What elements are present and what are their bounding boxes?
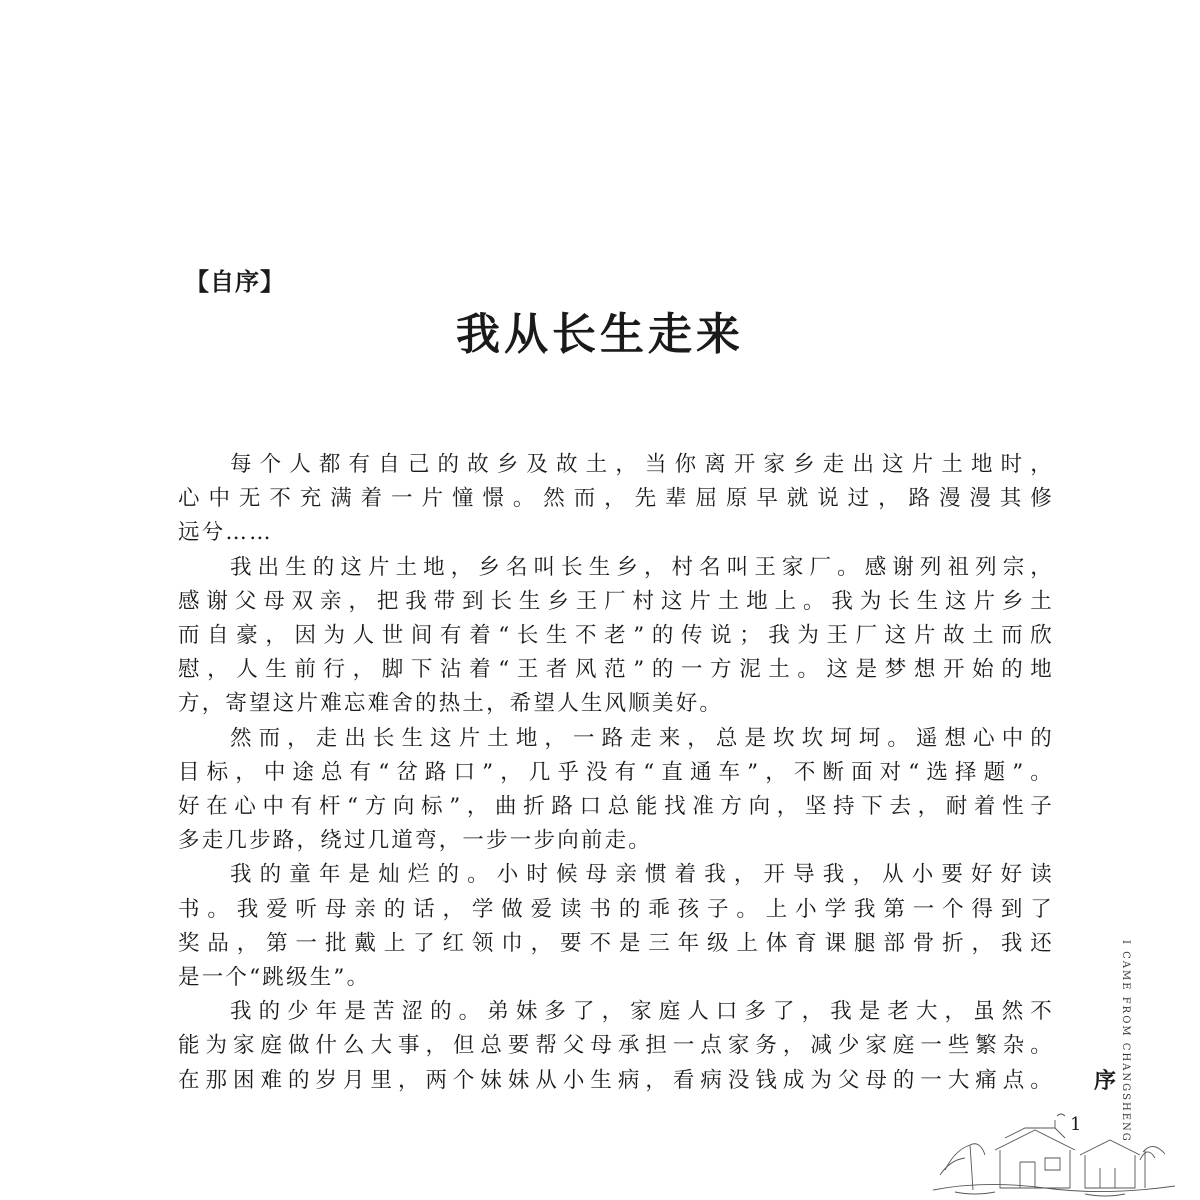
- text-line: 奖品，第一批戴上了红领巾，要不是三年级上体育课腿部骨折，我还: [178, 930, 1054, 956]
- text-line: 好在心中有杆“方向标”，曲折路口总能找准方向，坚持下去，耐着性子: [178, 794, 1054, 820]
- text-line: 我的少年是苦涩的。弟妹多了，家庭人口多了，我是老大，虽然不: [230, 999, 1054, 1025]
- section-label: 序: [1094, 1068, 1117, 1094]
- text-line: 而自豪，因为人世间有着“长生不老”的传说；我为王厂这片故土而欣: [178, 623, 1054, 649]
- body-text: [178, 448, 1054, 1098]
- village-house-sketch-icon: [925, 1110, 1185, 1200]
- text-line: 我的童年是灿烂的。小时候母亲惯着我，开导我，从小要好好读: [230, 862, 1054, 888]
- text-line: 在那困难的岁月里，两个妹妹从小生病，看病没钱成为父母的一大痛点。: [178, 1067, 1054, 1093]
- paragraph-1: [178, 448, 1054, 551]
- paragraph-4: [178, 858, 1054, 995]
- page-number: 1: [1070, 1114, 1082, 1135]
- text-line: 多走几步路，绕过几道弯，一步一步向前走。: [178, 828, 653, 854]
- text-line: 心中无不充满着一片憧憬。然而，先辈屈原早就说过，路漫漫其修: [178, 486, 1054, 512]
- text-line: 方，寄望这片难忘难舍的热土，希望人生风顺美好。: [178, 691, 724, 717]
- text-line: 目标，中途总有“岔路口”，几乎没有“直通车”，不断面对“选择题”。: [178, 759, 1054, 785]
- text-line: 感谢父母双亲，把我带到长生乡王厂村这片土地上。我为长生这片乡土: [178, 588, 1054, 614]
- text-line: 是一个“跳级生”。: [178, 965, 371, 991]
- paragraph-3: [178, 722, 1054, 859]
- text-line: 每个人都有自己的故乡及故土，当你离开家乡走出这片土地时，: [230, 452, 1054, 477]
- text-line: 远兮……: [178, 520, 273, 546]
- text-line: 我出生的这片土地，乡名叫长生乡，村名叫王家厂。感谢列祖列宗，: [230, 554, 1054, 580]
- text-line: 书。我爱听母亲的话，学做爱读书的乖孩子。上小学我第一个得到了: [178, 896, 1054, 922]
- running-english-title: I CAME FROM CHANGSHENG: [1120, 940, 1131, 1143]
- page-title: 我从长生走来: [456, 309, 744, 360]
- paragraph-5: [178, 995, 1054, 1098]
- text-line: 然而，走出长生这片土地，一路走来，总是坎坎坷坷。遥想心中的: [230, 725, 1054, 751]
- text-line: 能为家庭做什么大事，但总要帮父母承担一点家务，减少家庭一些繁杂。: [178, 1033, 1054, 1059]
- paragraph-2: [178, 551, 1054, 722]
- section-tag: 【自序】: [185, 268, 285, 296]
- text-line: 慰，人生前行，脚下沾着“王者风范”的一方泥土。这是梦想开始的地: [178, 657, 1054, 683]
